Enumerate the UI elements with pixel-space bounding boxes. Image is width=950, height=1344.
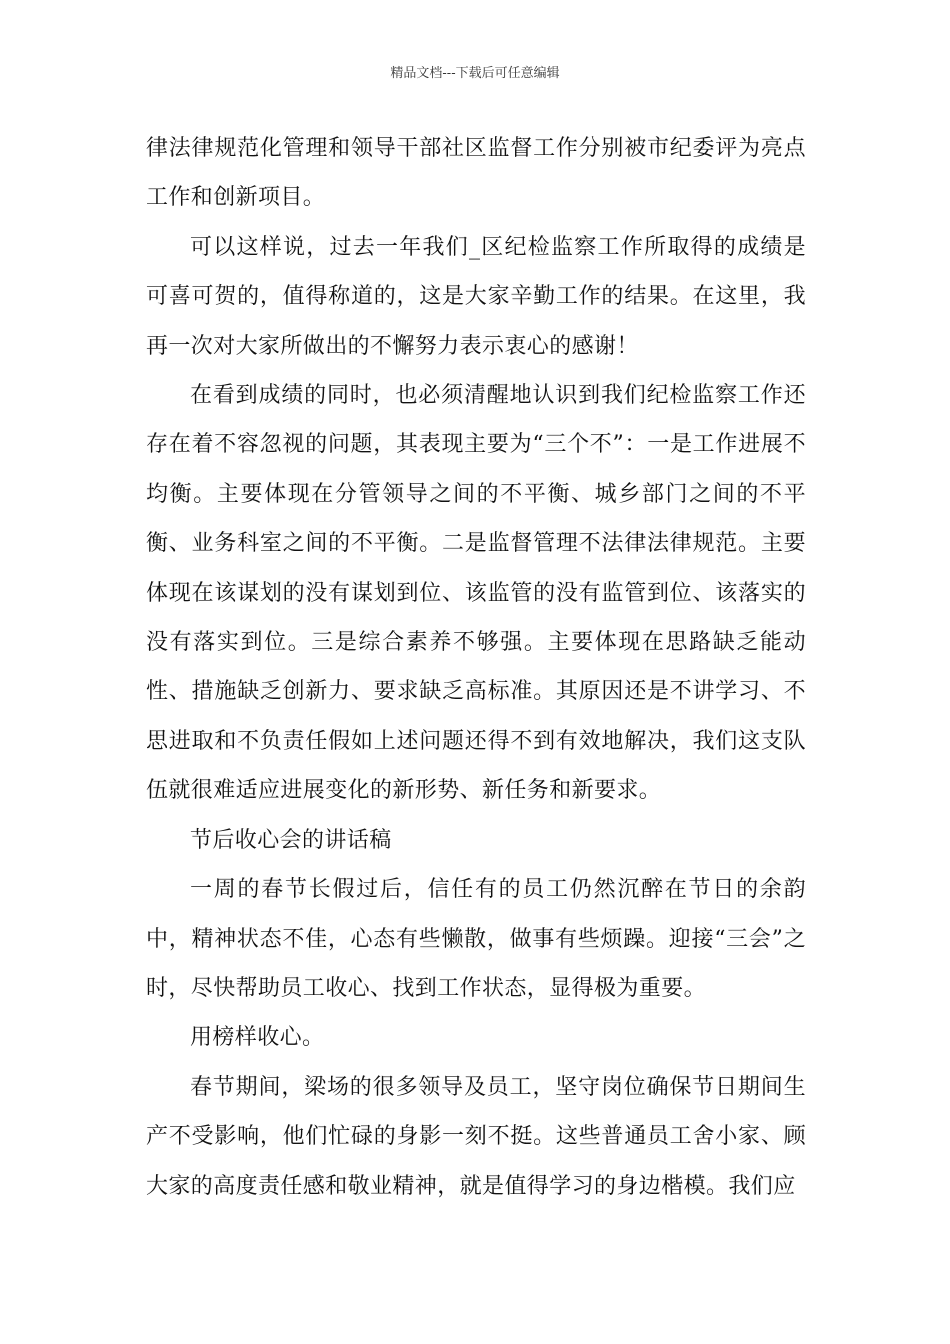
paragraph-2: 可以这样说，过去一年我们_区纪检监察工作所取得的成绩是可喜可贺的，值得称道的，这是大家辛勤工作的结果。在这里，我再一次对大家所做出的不懈努力表示衷心的感谢！ [146,234,806,359]
subheading: 用榜样收心。 [190,1025,325,1051]
paragraph-3: 在看到成绩的同时，也必须清醒地认识到我们纪检监察工作还存在着不容忽视的问题，其表现主要为“三个不”：一是工作进展不均衡。主要体现在分管领导之间的不平衡、城乡部门之间的不平衡、业务科室之间的不平衡。二是监督管理不法律法律规范。主要体现在该谋划的没有谋划到位、该监管的没有监管到位、该落实的没有落实到位。三是综合素养不够强。主要体现在思路缺乏能动性、措施缺乏创新力、要求缺乏高标准。其原因还是不讲学习、不思进取和不负责任假如上述问题还得不到有效地解决，我们这支队伍就很难适应进展变化的新形势、新任务和新要求。 [146,383,806,804]
section-title: 节后收心会的讲话稿 [190,827,392,853]
paragraph-5: 一周的春节长假过后，信任有的员工仍然沉醉在节日的余韵中，精神状态不佳，心态有些懒散，做事有些烦躁。迎接“三会”之时，尽快帮助员工收心、找到工作状态，显得极为重要。 [146,877,806,1001]
page-header: 精品文档---下载后可任意编辑 [390,66,560,81]
document-body [146,124,806,1211]
paragraph-7: 春节期间，梁场的很多领导及员工，坚守岗位确保节日期间生产不受影响，他们忙碌的身影一刻不挺。这些普通员工舍小家、顾大家的高度责任感和敬业精神，就是值得学习的身边楷模。我们应 [146,1074,806,1199]
paragraph-1: 律法律规范化管理和领导干部社区监督工作分别被市纪委评为亮点工作和创新项目。 [146,136,806,211]
